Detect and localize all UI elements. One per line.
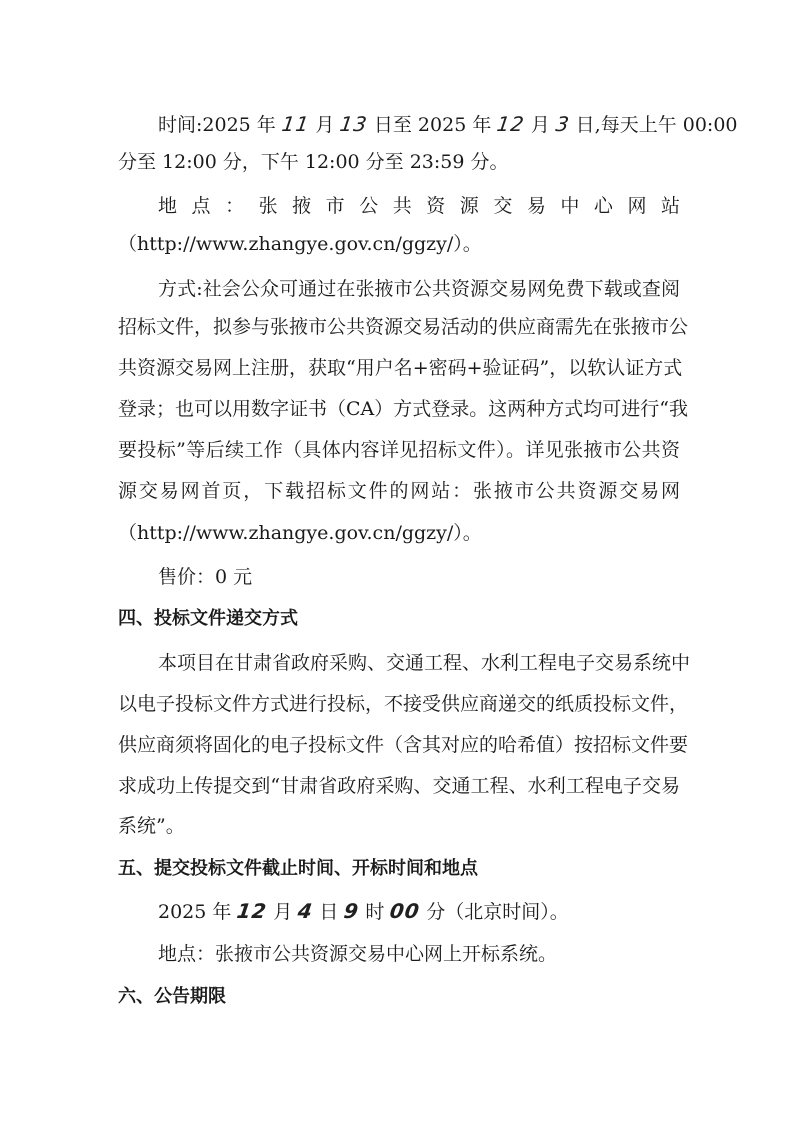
handwritten-end-month: 12	[495, 112, 527, 136]
section-4-heading: 四、投标文件递交方式	[118, 608, 298, 629]
method-line-4: 登录；也可以用数字证书（CA）方式登录。这两种方式均可进行“我	[118, 398, 688, 420]
section-6-heading: 六、公告期限	[118, 986, 226, 1007]
handwritten-start-month: 11	[280, 112, 311, 136]
method-line-2: 招标文件，拟参与张掖市公共资源交易活动的供应商需先在张掖市公	[118, 316, 689, 338]
method-line-3: 共资源交易网上注册，获取“用户名+密码+验证码”，以软认证方式	[118, 357, 683, 379]
section-4-line-1: 本项目在甘肃省政府采购、交通工程、水利工程电子交易系统中	[158, 652, 691, 674]
handwritten-deadline-day: 4	[296, 899, 315, 923]
method-line-6: 源交易网首页，下载招标文件的网站：张掖市公共资源交易网	[118, 480, 680, 502]
time-line-2: 分至 12:00 分，下午 12:00 分至 23:59 分。	[118, 151, 509, 173]
time-line-1: 时间:2025 年 11 月 13 日至 2025 年 12 月 3 日,每天上午 00:00	[158, 112, 738, 136]
handwritten-deadline-minute: 00	[388, 899, 422, 923]
handwritten-deadline-hour: 9	[342, 899, 361, 923]
section-4-line-4: 求成功上传提交到“甘肃省政府采购、交通工程、水利工程电子交易	[118, 775, 680, 797]
section-4-line-3: 供应商须将固化的电子投标文件（含其对应的哈希值）按招标文件要	[118, 734, 689, 756]
location-url-line: （http://www.zhangye.gov.cn/ggzy/）。	[118, 233, 482, 255]
method-line-5: 要投标”等后续工作（具体内容详见招标文件）。详见张掖市公共资	[118, 439, 680, 461]
handwritten-deadline-month: 12	[235, 899, 269, 923]
section-4-line-2: 以电子投标文件方式进行投标，不接受供应商递交的纸质投标文件，	[118, 693, 689, 715]
price-line: 售价：0 元	[158, 566, 253, 588]
deadline-line: 2025 年 12 月 4 日 9 时 00 分（北京时间）。	[158, 899, 569, 923]
handwritten-end-day: 3	[554, 112, 572, 136]
location-line-1: 地 点 ： 张 掖 市 公 共 资 源 交 易 中 心 网 站	[158, 195, 680, 217]
handwritten-start-day: 13	[338, 112, 370, 136]
method-url-line: （http://www.zhangye.gov.cn/ggzy/）。	[118, 522, 482, 544]
opening-location-line: 地点：张掖市公共资源交易中心网上开标系统。	[158, 943, 558, 965]
method-line-1: 方式:社会公众可通过在张掖市公共资源交易网免费下载或查阅	[158, 278, 680, 300]
section-4-line-5: 系统”。	[118, 815, 185, 837]
section-5-heading: 五、提交投标文件截止时间、开标时间和地点	[118, 858, 478, 879]
